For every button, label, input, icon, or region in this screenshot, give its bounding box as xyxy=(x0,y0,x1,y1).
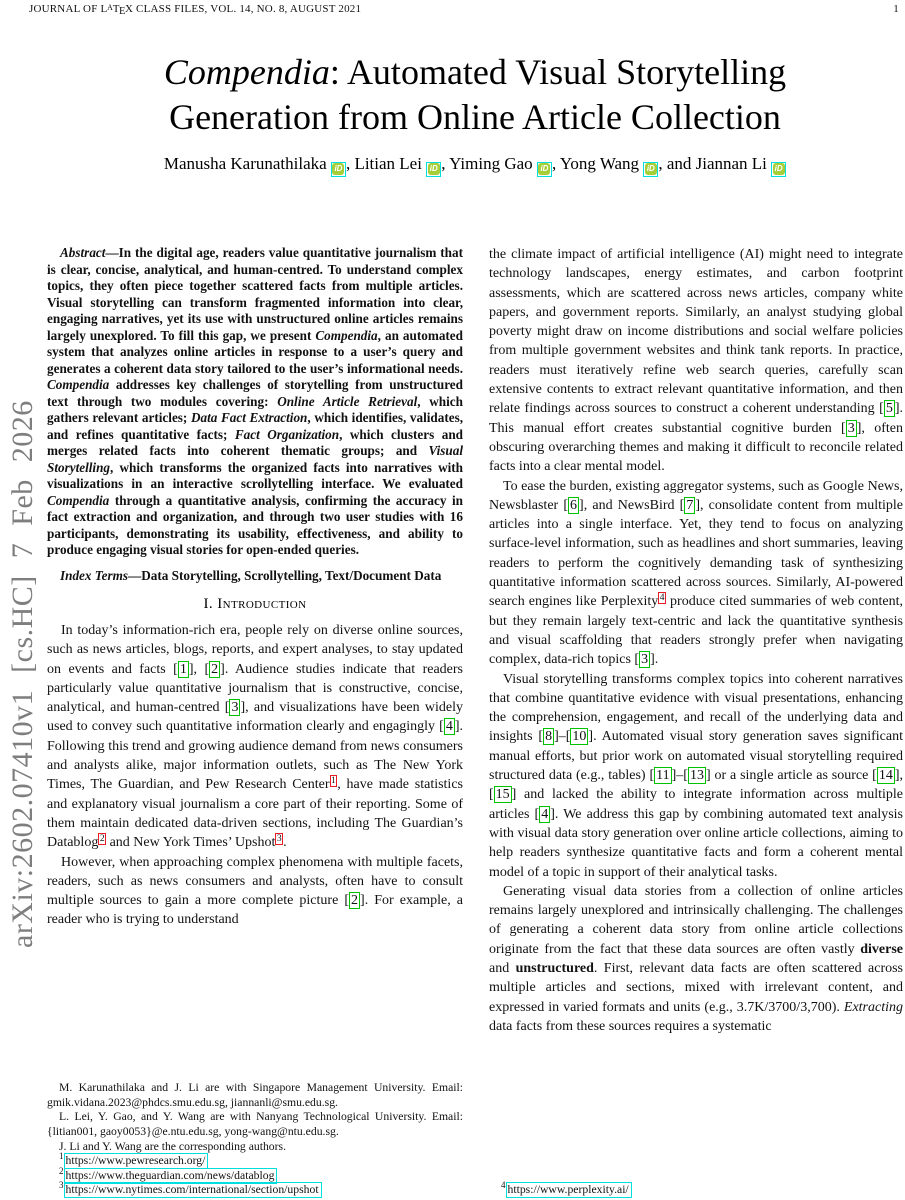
author-name: Yiming Gao xyxy=(449,154,533,173)
italic-text: Compendia xyxy=(47,492,110,508)
intro-paragraph: Generating visual data stories from a collection of online articles remains largely unexplored and intrinsically challenging. The challenges of generating a coherent data story from online article collections originate from the fact that these data sources are often vastly diverse and unstructured. First, relevant data facts are often scattered across multiple articles and sections, mixed with irrelevant content, and expressed in varied formats and units (e.g., 3.7K/3700/3,700). Extracting data facts from these sources requires a systematic xyxy=(489,883,903,1034)
intro-paragraph: the climate impact of artificial intelligence (AI) might need to integrate technology landscapes, energy estimates, and carbon footprint assessments, which are scattered across news articles, company white papers, and government reports. Similarly, an analyst studying global poverty might draw on income distributions and social welfare policies from multiple government websites and think tank reports. In practice, readers must iteratively refine web search queries, carefully scan extensive contents to extract relevant quantitative information, and then relate findings across sources to construct a coherent understanding [ 5 ]. This manual effort creates substantial cognitive burden [ 3 ], often obscuring overarching themes and making it difficult to reconcile related facts into a clear mental model. xyxy=(489,247,903,475)
footnote-url-line xyxy=(47,1151,463,1169)
italic-text: Index Terms xyxy=(60,567,129,583)
journal-header-text: JOURNAL OF $L^ATEX$ CLASS FILES, VOL. 14, NO. 8, AUGUST 2021 xyxy=(29,3,362,18)
bold-text: unstructured xyxy=(515,960,594,976)
italic-text: Compendia xyxy=(47,377,110,392)
abstract-paragraph: Abstract—In the digital age, readers value quantitative journalism that is clear, concise, analytical, and human-centred. To understand complex topics, they often piece together scattered facts from multiple articles. Visual storytelling can transform fragmented information into clear, engaging narratives, yet its use with unstructured online articles remains largely unexplored. To fill this gap, we present Compendia, an automated system that analyzes online articles in response to a user’s query and generates a coherent data story tailored to the user’s informational needs. Compendia addresses key challenges of storytelling from unstructured text through two modules covering: Online Article Retrieval, which gathers relevant articles; Data Fact Extraction, which identifies, validates, and refines quantitative facts; Fact Organization, which clusters and merges related facts into coherent thematic groups; and Visual Storytelling, which transforms the organized facts into narratives with visualizations in an interactive scrollytelling interface. We evaluated Compendia through a quantitative analysis, confirming the accuracy in fact extraction and organization, and through two user studies with 16 participants, demonstrating its usability, effectiveness, and ability to produce engaging visual stories for open-ended queries. xyxy=(47,245,463,557)
intro-paragraph: Visual storytelling transforms complex topics into coherent narratives that combine quantitative evidence with visual presentations, enhancing the comprehension, engagement, and recall of the underlying data and insights [ 8 ]–[ 10 ]. Automated visual story generation saves significant manual efforts, but prior work on automated visual storytelling required structured data (e.g., tables) [ 11 ]–[ 13 ] or a single article as source [ 14 ], [ 15 ] and lacked the ability to integrate information across multiple articles [ 4 ]. We address this gap by combining automated text analysis with visual data story generation over online article collections, aiming to help readers synthesize quantitative facts and form a coherent mental model of a topic in support of their analytical tasks. xyxy=(489,671,903,880)
affiliation-note: M. Karunathilaka and J. Li are with Singapore Management University. Email: gmik.vidana.2023@phdcs.smu.edu.sg, jiannanli@smu.edu.sg. xyxy=(47,1081,463,1109)
affiliation-note: L. Lei, Y. Gao, and Y. Wang are with Nanyang Technological University. Email: {litian001, gaoy0053}@e.ntu.edu.sg, yong-wang@ntu.edu.sg. xyxy=(47,1110,463,1139)
italic-text: Extracting xyxy=(843,999,903,1015)
author-name: Jiannan Li xyxy=(695,154,767,173)
footnote-number: 2 xyxy=(59,1165,64,1176)
citation-link[interactable]: 5 xyxy=(885,401,893,417)
left-footnote-block xyxy=(47,1081,463,1200)
bold-text: diverse xyxy=(860,941,903,957)
arxiv-watermark: arXiv:2602.07410v1 [cs.HC] 7 Feb 2026 xyxy=(6,400,39,948)
author-name: Litian Lei xyxy=(354,154,422,173)
index-terms-paragraph: Index Terms—Data Storytelling, Scrollytelling, Text/Document Data xyxy=(60,567,442,583)
footnote-number: 4 xyxy=(501,1180,506,1191)
orcid-link[interactable] xyxy=(426,162,441,177)
italic-text: Abstract xyxy=(60,245,106,260)
footnote-marker-link[interactable]: 4 xyxy=(659,592,665,603)
footnote-number: 3 xyxy=(59,1180,64,1191)
footnote-marker-link[interactable]: 2 xyxy=(99,833,105,844)
footnote-url-line xyxy=(489,1180,903,1198)
intro-paragraph: To ease the burden, existing aggregator systems, such as Google News, Newsblaster [ 6 ], and NewsBird [ 7 ], consolidate content from multiple articles into a single interface. Yet, they tend to focus on analyzing surface-level information, such as headlines and short summaries, leaving readers to perform the cognitively demanding task of synthesizing quantitative information scattered across sources. Similarly, AI-powered search engines like Perplexity $^4$ produce cited summaries of web content, but they remain largely text-centric and lack the quantitative synthesis and visual scaffolding that readers strongly prefer when navigating complex, data-rich topics [ 3 ]. xyxy=(489,478,903,668)
citation-link[interactable]: 4 xyxy=(541,806,549,822)
introduction-text-right xyxy=(489,245,903,1036)
citation-link[interactable]: 11 xyxy=(656,768,670,784)
citation-link[interactable]: 6 xyxy=(570,497,578,513)
author-line: Manusha Karunathilaka iD , Litian Lei iD , Yiming Gao iD , Yong Wang iD , and Jiannan Li iD xyxy=(47,154,903,177)
corresponding-authors-note: J. Li and Y. Wang are the corresponding authors. xyxy=(59,1139,287,1153)
orcid-link[interactable] xyxy=(771,162,786,177)
intro-paragraph: In today’s information-rich era, people rely on diverse online sources, such as news articles, blogs, reports, and expert analyses, to stay updated on events and facts [ 1 ], [ 2 ]. Audience studies indicate that readers particularly value quantitative journalism that is constructive, concise, analytical, and human-centred [ 3 ], and visualizations have been widely used to convey such quantitative information clearly and engagingly [ 4 ]. Following this trend and growing audience demand from news consumers and analysts alike, major information outlets, such as The New York Times, The Guardian, and Pew Research Center $^1$ , have made statistics and explanatory visual journalism a core part of their reporting. Some of them maintain dedicated data-driven sections, including The Guardian’s Datablog $^2$ and New York Times’ Upshot $^3$ . xyxy=(47,623,463,851)
footnote-number: 1 xyxy=(59,1151,64,1162)
citation-link[interactable]: 13 xyxy=(689,768,704,784)
orcid-link[interactable] xyxy=(537,162,552,177)
intro-paragraph: However, when approaching complex phenomena with multiple facets, readers, such as news consumers and analysts, often have to consult multiple sources to gain a more complete picture [ 2 ]. For example, a reader who is trying to understand xyxy=(47,854,463,928)
italic-text: Fact Organization xyxy=(234,426,340,442)
italic-text: Compendia xyxy=(315,327,378,343)
citation-link[interactable]: 2 xyxy=(211,661,219,677)
section-heading-introduction: I. Introduction xyxy=(203,596,307,612)
footnote-url-link[interactable]: https://www.pewresearch.org/ xyxy=(64,1153,209,1169)
footnote-url-link[interactable]: https://www.perplexity.ai/ xyxy=(506,1182,632,1198)
abstract-block xyxy=(47,245,463,584)
footnote-marker-link[interactable]: 1 xyxy=(331,775,336,786)
footnote-marker-link[interactable]: 3 xyxy=(276,833,282,844)
paper-title xyxy=(47,50,903,140)
left-column xyxy=(47,245,463,1200)
orcid-icon: iD xyxy=(429,164,438,173)
citation-link[interactable]: 4 xyxy=(445,719,453,735)
title-block xyxy=(47,0,903,177)
orcid-link[interactable] xyxy=(643,162,658,177)
italic-text: Compendia xyxy=(163,52,330,92)
citation-link[interactable]: 2 xyxy=(351,893,359,909)
footnote-url-line xyxy=(47,1180,463,1198)
citation-link[interactable]: 15 xyxy=(495,787,510,803)
latex-logo-lowered-letter: E xyxy=(118,6,126,18)
italic-text: Visual Storytelling xyxy=(47,443,463,475)
right-footnote-block xyxy=(489,1180,903,1200)
orcid-icon: iD xyxy=(646,164,655,173)
orcid-icon: iD xyxy=(774,164,783,173)
right-column xyxy=(489,245,903,1200)
running-header xyxy=(29,3,899,17)
author-name: Yong Wang xyxy=(559,154,640,173)
citation-link[interactable]: 8 xyxy=(545,729,553,745)
italic-text: Online Article Retrieval xyxy=(277,393,418,409)
citation-link[interactable]: 3 xyxy=(847,420,855,436)
orcid-icon: iD xyxy=(334,164,343,173)
footnote-url-link[interactable]: https://www.nytimes.com/international/section/upshot xyxy=(64,1182,322,1198)
orcid-icon: iD xyxy=(540,164,549,173)
citation-link[interactable]: 3 xyxy=(641,652,649,668)
paper-title-line2: Generation from Online Article Collection xyxy=(169,97,781,137)
citation-link[interactable]: 1 xyxy=(179,661,187,677)
citation-link[interactable]: 3 xyxy=(231,700,239,716)
citation-link[interactable]: 7 xyxy=(686,497,694,513)
footnote-url-link[interactable]: https://www.theguardian.com/news/datablog xyxy=(64,1168,278,1184)
page-number: 1 xyxy=(893,3,899,15)
citation-link[interactable]: 10 xyxy=(572,729,587,745)
paper-title-line1: Compendia: Automated Visual Storytelling xyxy=(163,52,787,92)
italic-text: Data Fact Extraction xyxy=(190,410,308,425)
introduction-text-left xyxy=(47,621,463,930)
two-column-body xyxy=(47,245,903,1200)
author-name: Manusha Karunathilaka xyxy=(163,154,327,173)
citation-link[interactable]: 14 xyxy=(878,768,893,784)
latex-logo-raised-letter: A xyxy=(107,3,113,12)
orcid-link[interactable] xyxy=(331,162,346,177)
